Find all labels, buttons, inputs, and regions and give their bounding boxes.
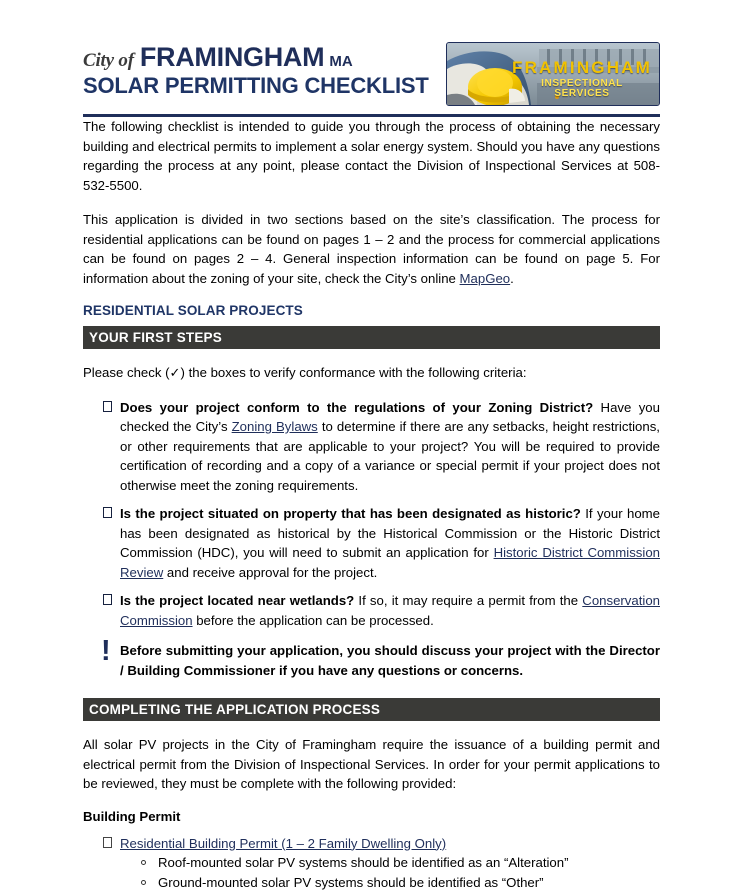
checklist-item-2-text-b: and receive approval for the project. xyxy=(163,564,378,580)
historic-district-commission-review-link[interactable]: Historic District Commission Review xyxy=(120,545,660,580)
sub-item-text: Ground-mounted solar PV systems should be identified as “Other” xyxy=(158,874,544,890)
checklist-item-1-text-b: to determine if there are any setbacks, height restrictions, or other requirements that are applicable to your project? You will be required to provide certification of recording and a copy of a variance or special permit if your project does not otherwise meet the zoning requirements. xyxy=(120,419,660,493)
checkbox-icon[interactable] xyxy=(103,401,112,412)
page-title: SOLAR PERMITTING CHECKLIST xyxy=(83,73,429,98)
logo-line-1: FRAMINGHAM xyxy=(512,58,653,77)
section-spacer xyxy=(83,684,660,698)
residential-building-permit-link[interactable]: Residential Building Permit (1 – 2 Family Dwelling Only) xyxy=(120,835,447,851)
checklist-item-2-text-a: If your home has been designated as historical by the Historical Commission or the Historic District Commission (HDC), you will need to submit an application for xyxy=(120,506,661,560)
checkbox-icon[interactable] xyxy=(103,837,112,848)
intro-p2-text-a: This application is divided in two sections based on the site’s classification. The process for residential applications can be found on pages 1 – 2 and the process for commercial applications can be found on pages 2 – 4. General inspection information can be found on page 5. For information about the zoning of your site, check the City’s online xyxy=(83,212,660,286)
checklist-item-3-bold: Is the project located near wetlands? xyxy=(120,593,355,608)
check-instruction-text: Please check (✓) the boxes to verify conformance with the following criteria: xyxy=(83,365,527,380)
intro-paragraph-1: The following checklist is intended to guide you through the process of obtaining the necessary building and electrical permits to implement a solar energy system. Should you have any questions regarding the process at any point, please contact the Division of Inspectional Services at 508-532-5500. xyxy=(83,119,660,193)
your-first-steps-banner: YOUR FIRST STEPS xyxy=(83,326,660,349)
completing-application-process-banner: COMPLETING THE APPLICATION PROCESS xyxy=(83,698,660,721)
checklist-item-1-bold: Does your project conform to the regulations of your Zoning District? xyxy=(120,399,594,415)
checklist-item-1-text-a: Have you checked the City’s xyxy=(120,399,660,434)
checkbox-icon[interactable] xyxy=(103,594,112,605)
checklist-item-historic-designation[interactable] xyxy=(83,504,660,582)
intro-paragraph-2 xyxy=(83,210,660,288)
permit-item-residential-building-permit[interactable] xyxy=(83,834,660,854)
state-abbrev: MA xyxy=(329,53,353,70)
framingham-inspectional-services-logo xyxy=(446,42,660,106)
building-permit-list xyxy=(83,834,660,854)
conservation-commission-link[interactable]: Conservation Commission xyxy=(120,593,660,628)
note-line-2: Director / Building Commissioner if you have any questions or concerns. xyxy=(120,643,660,678)
logo-line-2: INSPECTIONAL SERVICES xyxy=(541,78,623,99)
list-item xyxy=(83,873,660,893)
completing-process-paragraph: All solar PV projects in the City of Framingham require the issuance of a building permit and electrical permit from the Division of Inspectional Services. In order for your permit applications to be reviewed, they must be complete with the following provided: xyxy=(83,737,660,791)
first-steps-checklist xyxy=(83,398,660,631)
checklist-item-wetlands[interactable] xyxy=(83,591,660,630)
important-note xyxy=(83,635,660,680)
document-header xyxy=(83,0,660,108)
building-permit-sub-list xyxy=(83,853,660,893)
building-permit-heading: Building Permit xyxy=(83,808,181,824)
checklist-item-2-bold: Is the project situated on property that has been designated as historic? xyxy=(120,506,581,521)
logo-wordmark xyxy=(512,59,652,99)
checkbox-icon[interactable] xyxy=(103,507,112,518)
checklist-item-3-text-a: If so, it may require a permit from the xyxy=(354,593,583,608)
circle-bullet-icon xyxy=(141,880,146,885)
circle-bullet-icon xyxy=(141,860,146,865)
city-of-label: City of xyxy=(83,50,134,71)
title-block xyxy=(83,44,443,97)
zoning-bylaws-link[interactable]: Zoning Bylaws xyxy=(231,419,318,434)
title-line-primary xyxy=(83,44,443,71)
note-line-1: Before submitting your application, you should discuss your project with the xyxy=(120,643,606,658)
checklist-item-zoning-district[interactable] xyxy=(83,398,660,496)
city-name: FRAMINGHAM xyxy=(139,42,325,72)
exclamation-icon: ! xyxy=(101,635,111,667)
residential-solar-projects-heading: RESIDENTIAL SOLAR PROJECTS xyxy=(83,303,303,318)
checklist-item-3-text-b: before the application can be processed. xyxy=(192,612,434,628)
sub-item-text: Roof-mounted solar PV systems should be identified as an “Alteration” xyxy=(158,855,569,870)
mapgeo-link[interactable]: MapGeo xyxy=(459,270,511,286)
intro-p2-text-b: . xyxy=(510,270,514,286)
